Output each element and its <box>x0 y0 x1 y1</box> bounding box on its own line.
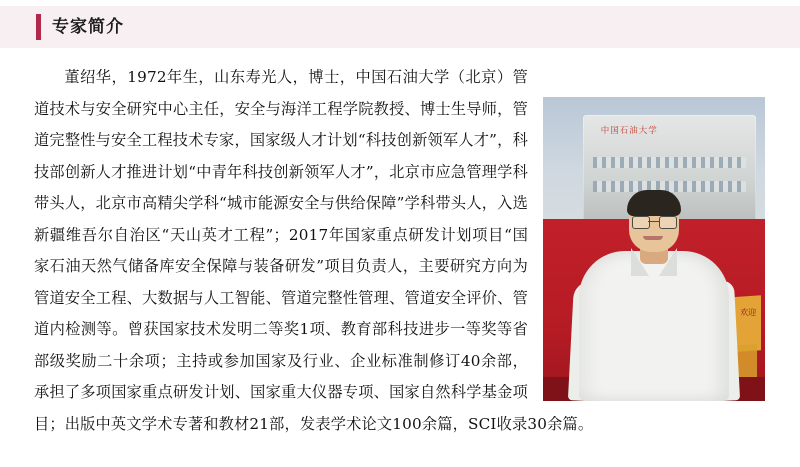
section-header <box>36 6 124 48</box>
photo-person-shirt <box>579 251 729 401</box>
photo-person-glasses-bridge <box>648 221 659 222</box>
photo-building-sign-text: 中国石油大学 <box>600 126 658 137</box>
bio-content <box>34 62 766 452</box>
expert-bio-paragraph: 董绍华，1972年生，山东寿光人，博士，中国石油大学（北京）管道技术与安全研究中心主任，安全与海洋工程学院教授、博士生导师，管道完整性与安全工程技术专家，国家级人才计划“科技创新领军人才”，科技部创新人才推进计划“中青年科技创新领军人才”，北京市应急管理学科带头人，北京市高精尖学科“城市能源安全与供给保障”学科带头人，入选新疆维吾尔自治区“天山英才工程”；2017年国家重点研发计划项目“国家石油天然气储备库安全保障与装备研发”项目负责人，主要研究方向为管道安全工程、大数据与人工智能、管道完整性管理、管道安全评价、管道内检测等。曾获国家技术发明二等奖1项、教育部科技进步一等奖等省部级奖励二十余项；主持或参加国家及行业、企业标准制修订40余部，承担了多项国家重点研发计划、国家重大仪器专项、国家自然科学基金项目；出版中英文学术专著和教材21部，发表学术论文100余篇，SCI收录30余篇。 <box>34 68 594 433</box>
page-title: 专家简介 <box>52 16 124 37</box>
photo-person-glasses-left <box>632 216 650 229</box>
header-accent-bar <box>36 14 41 40</box>
photo-banner-text: 欢迎 <box>740 307 757 317</box>
expert-portrait-photo <box>542 96 766 402</box>
photo-person-hair <box>627 190 681 216</box>
photo-person-glasses-right <box>659 216 677 229</box>
photo-person-mouth <box>643 236 663 240</box>
photo-person <box>579 186 729 401</box>
